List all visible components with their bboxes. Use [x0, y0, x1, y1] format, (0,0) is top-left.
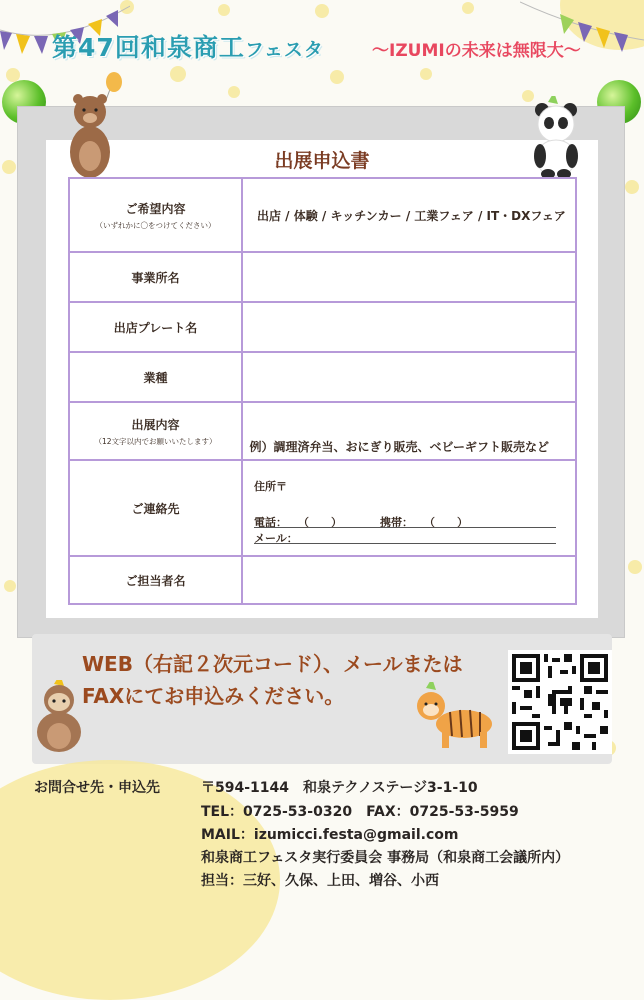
label-exhibit-content: 出展内容: [131, 417, 180, 432]
row-label: [69, 178, 242, 252]
business-name-field[interactable]: [242, 252, 576, 302]
office-name: 和泉商工フェスタ実行委員会 事務局（和泉商工会議所内）: [201, 850, 570, 866]
table-row: [69, 460, 576, 556]
form-title: 出展申込書: [274, 150, 370, 172]
sloth-icon: [30, 680, 90, 754]
sloth-illustration: [30, 680, 90, 758]
postal-address: 〒594-1144 和泉テクノステージ3-1-10: [201, 780, 478, 796]
tel-fax: TEL：0725-53-0320 FAX：0725-53-5959: [201, 804, 519, 820]
label-note: （12文字以内でお願いいたします）: [94, 436, 217, 446]
banner-instruction-text: WEB（右記２次元コード）、メールまたはFAXにてお申込みください。: [82, 652, 463, 708]
qr-code-icon: [512, 654, 608, 750]
page-title: [52, 28, 324, 64]
exhibit-content-field[interactable]: 例）調理済弁当、おにぎり販売、ベビーギフト販売など: [242, 402, 576, 460]
decor-dot: [420, 68, 432, 80]
page-subtitle: 〜IZUMIの未来は無限大〜: [372, 41, 581, 61]
decor-dot: [315, 4, 329, 18]
table-row: [69, 302, 576, 352]
label-plate-name: 出店プレート名: [69, 302, 242, 352]
phone-underline: [254, 527, 556, 528]
title-festa: フェスタ: [244, 39, 324, 61]
qr-code[interactable]: [508, 650, 612, 754]
decor-dot: [170, 66, 186, 82]
label-business-name: 事業所名: [69, 252, 242, 302]
table-row: [69, 252, 576, 302]
label-note: （いずれかに〇をつけてください）: [95, 220, 216, 230]
decor-dot: [462, 2, 474, 14]
table-row: [69, 556, 576, 604]
address-label: 住所〒: [254, 480, 287, 493]
decor-dot: [628, 560, 642, 574]
table-row: [69, 352, 576, 402]
email-label: メール：: [254, 532, 298, 545]
email-underline: [254, 543, 556, 544]
decor-dot: [218, 4, 230, 16]
row-label: [69, 402, 242, 460]
title-number: 47: [78, 33, 115, 62]
mail-address[interactable]: MAIL：izumicci.festa@gmail.com: [201, 827, 459, 843]
tiger-icon: [416, 682, 498, 754]
mobile-label: 携帯： （ ）: [380, 516, 468, 529]
decor-dot: [4, 580, 16, 592]
contact-label: お問合せ先・申込先: [34, 780, 160, 796]
table-row: [69, 178, 576, 252]
contact-field[interactable]: [242, 460, 576, 556]
tiger-illustration: [416, 682, 498, 758]
label-contact: ご連絡先: [69, 460, 242, 556]
preference-options[interactable]: 出店 / 体験 / キッチンカー / 工業フェア / IT・DXフェア: [242, 178, 576, 252]
decor-dot: [330, 70, 344, 84]
table-row: [69, 402, 576, 460]
label-industry: 業種: [69, 352, 242, 402]
title-prefix: 第: [52, 33, 79, 62]
label-preference: ご希望内容: [125, 201, 186, 216]
staff-names: 担当：三好、久保、上田、増谷、小西: [201, 873, 439, 889]
person-in-charge-field[interactable]: [242, 556, 576, 604]
title-rest: 回和泉商工: [114, 33, 245, 62]
decor-dot: [228, 86, 240, 98]
industry-field[interactable]: [242, 352, 576, 402]
decor-dot: [625, 180, 639, 194]
phone-label: 電話： （ ）: [254, 516, 342, 529]
plate-name-field[interactable]: [242, 302, 576, 352]
label-person-in-charge: ご担当者名: [69, 556, 242, 604]
application-form-table: [68, 177, 577, 605]
